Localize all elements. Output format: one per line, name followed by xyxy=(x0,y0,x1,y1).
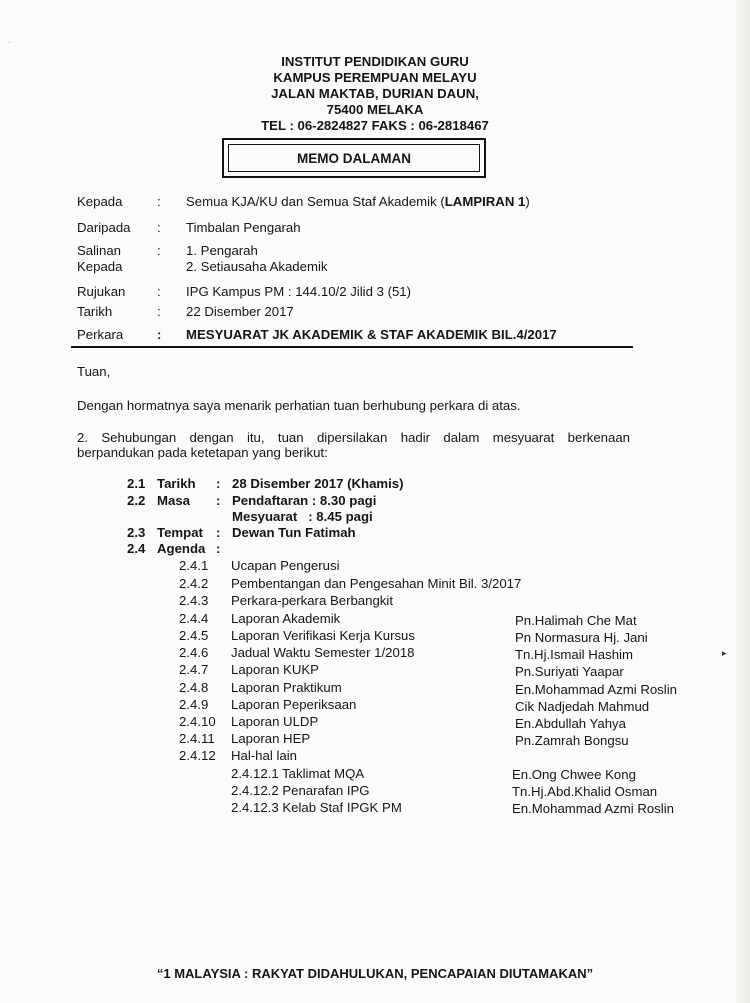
daripada-colon: : xyxy=(157,220,161,235)
meta-row-daripada xyxy=(0,220,750,236)
paragraph-2-line-1: 2. Sehubungan dengan itu, tuan dipersilakan hadir dalam mesyuarat berkenaan xyxy=(77,430,630,445)
memo-page: · INSTITUT PENDIDIKAN GURU KAMPUS PEREMPUAN MELAYU JALAN MAKTAB, DURIAN DAUN, 75400 MELAKA TEL : 06-2824827 FAKS : 06-2818467 MEMO DALAMAN Kepada : Semua KJA/KU dan Semua Staf Akademik (LAMPIRAN 1) Daripada : Timbalan Pengarah Salinan : 1. Pengarah Kepada 2. Setiausaha Akademik Rujukan : IPG Kampus PM : 144.10/2 Jilid 3 (51) Tarikh : 22 Disember 2017 Perkara : MESYUARAT JK AKADEMIK & STAF AKADEMIK BIL.4/2017 Tuan, Dengan hormatnya saya menarik perhatian tuan berhubung perkara di atas. 2. Sehubungan dengan itu, tuan dipersilakan hadir dalam mesyuarat berkenaan berpandukan pada ketetapan yang berikut: 2.1 Tarikh : 28 Disember 2017 (Khamis) 2.2 Masa : Pendaftaran : 8.30 pagi Mesyuarat : 8.45 pagi 2.3 Tempat : Dewan Tun Fatimah 2.4 Agenda : 2.4.1 Ucapan Pengerusi 2.4.2 Pembentangan dan Pengesahan Minit Bil. 3/2017 2.4.3 Perkara-perkara Berbangkit 2.4.4 Laporan Akademik Pn.Halimah Che Mat 2.4.5 Laporan Verifikasi Kerja Kursus Pn Normasura Hj. Jani 2.4.6 Jadual Waktu Semester 1/2018 Tn.Hj.Ismail Hashim 2.4.7 Laporan KUKP Pn.Suriyati Yaapar 2.4.8 Laporan Praktikum En.Mohammad Azmi Roslin 2.4.9 Laporan Peperiksaan Cik Nadjedah Mahmud 2.4.10 Laporan ULDP En.Abdullah Yahya 2.4.11 Laporan HEP Pn.Zamrah Bongsu 2.4.12 Hal-hal lain 2.4.12.1 Taklimat MQA En.Ong Chwee Kong 2.4.12.2 Penarafan IPG Tn.Hj.Abd.Khalid Osman 2.4.12.3 Kelab Staf IPGK PM En.Mohammad Azmi Roslin ▸ “1 MALAYSIA : RAKYAT DIDAHULUKAN, PENCAPAIAN DIUTAMAKAN” xyxy=(0,0,750,1003)
tarikh-colon: : xyxy=(157,304,161,319)
detail-2-4-num: 2.4 xyxy=(127,541,146,556)
salutation: Tuan, xyxy=(77,364,111,379)
detail-2-1-label: Tarikh xyxy=(157,476,196,491)
contact-numbers: TEL : 06-2824827 FAKS : 06-2818467 xyxy=(261,118,489,133)
meta-row-tarikh xyxy=(0,304,750,320)
corner-speck: · xyxy=(8,38,11,47)
kepada-colon: : xyxy=(157,194,161,209)
detail-2-3-num: 2.3 xyxy=(127,525,146,540)
rujukan-value: IPG Kampus PM : 144.10/2 Jilid 3 (51) xyxy=(186,284,412,299)
memo-title: MEMO DALAMAN xyxy=(228,144,480,172)
kepada-value: Semua KJA/KU dan Semua Staf Akademik (LAMPIRAN 1) xyxy=(186,194,530,209)
salinan-label: Salinan xyxy=(77,243,121,258)
salinan-colon: : xyxy=(157,243,161,258)
detail-2-1-colon: : xyxy=(216,476,221,491)
paragraph-2-line-2: berpandukan pada ketetapan yang berikut: xyxy=(77,445,328,460)
page-edge-shadow xyxy=(736,0,750,1003)
header-divider xyxy=(71,346,633,348)
detail-2-2-label: Masa xyxy=(157,493,190,508)
meta-row-salinan-2 xyxy=(0,259,750,275)
meeting-time: Mesyuarat : 8.45 pagi xyxy=(232,509,373,524)
margin-arrow-icon: ▸ xyxy=(722,648,727,658)
detail-2-3-colon: : xyxy=(216,525,221,540)
memo-title-box xyxy=(222,138,486,178)
opening-paragraph: Dengan hormatnya saya menarik perhatian tuan berhubung perkara di atas. xyxy=(77,398,521,413)
salinan-value-2: 2. Setiausaha Akademik xyxy=(186,259,328,274)
meta-row-perkara xyxy=(0,327,750,343)
daripada-label: Daripada xyxy=(77,220,131,235)
campus-name: KAMPUS PEREMPUAN MELAYU xyxy=(273,70,477,85)
detail-2-2-colon: : xyxy=(216,493,221,508)
meeting-venue: Dewan Tun Fatimah xyxy=(232,525,356,540)
address-postcode: 75400 MELAKA xyxy=(326,102,424,117)
salinan-value-1: 1. Pengarah xyxy=(186,243,258,258)
kepada-label: Kepada xyxy=(77,194,123,209)
meta-row-rujukan xyxy=(0,284,750,300)
perkara-value: MESYUARAT JK AKADEMIK & STAF AKADEMIK BIL.4/2017 xyxy=(186,327,557,342)
salinan-label-2: Kepada xyxy=(77,259,123,274)
registration-time: Pendaftaran : 8.30 pagi xyxy=(232,493,377,508)
detail-2-2-num: 2.2 xyxy=(127,493,146,508)
tarikh-label: Tarikh xyxy=(77,304,113,319)
institution-name: INSTITUT PENDIDIKAN GURU xyxy=(281,54,469,69)
address-street: JALAN MAKTAB, DURIAN DAUN, xyxy=(271,86,479,101)
meta-row-salinan xyxy=(0,243,750,259)
lampiran-ref: LAMPIRAN 1 xyxy=(444,194,526,209)
daripada-value: Timbalan Pengarah xyxy=(186,220,301,235)
detail-2-4-colon: : xyxy=(216,541,221,556)
rujukan-label: Rujukan xyxy=(77,284,126,299)
tarikh-value: 22 Disember 2017 xyxy=(186,304,294,319)
perkara-label: Perkara xyxy=(77,327,124,342)
detail-2-1-num: 2.1 xyxy=(127,476,146,491)
meta-row-kepada xyxy=(0,194,750,210)
detail-2-3-label: Tempat xyxy=(157,525,203,540)
detail-2-4-label: Agenda xyxy=(157,541,206,556)
perkara-colon: : xyxy=(157,327,162,342)
meeting-date: 28 Disember 2017 (Khamis) xyxy=(232,476,404,491)
rujukan-colon: : xyxy=(157,284,161,299)
footer-slogan: “1 MALAYSIA : RAKYAT DIDAHULUKAN, PENCAPAIAN DIUTAMAKAN” xyxy=(156,966,594,981)
